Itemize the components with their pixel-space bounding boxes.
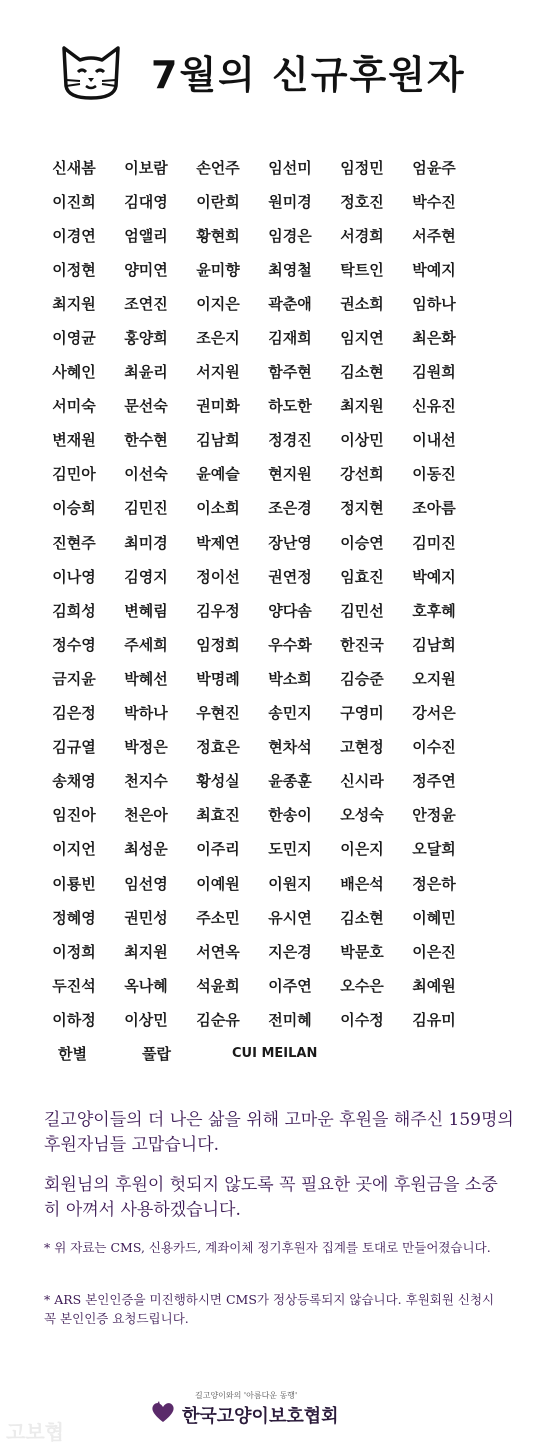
donor-name: 김남희 <box>196 431 240 450</box>
donor-name: 최예원 <box>412 976 456 995</box>
donor-name: 김민아 <box>52 465 96 484</box>
donor-name: 두진석 <box>52 976 96 995</box>
donor-name: 이동진 <box>412 465 456 484</box>
donor-row <box>38 491 503 525</box>
donor-name: 김미진 <box>412 533 456 552</box>
donor-name: 이수정 <box>340 1010 384 1029</box>
donor-name: 정수영 <box>52 635 96 654</box>
donor-name: 이나영 <box>52 567 96 586</box>
donor-name: 석윤희 <box>196 976 240 995</box>
donor-name: 홍양희 <box>124 329 168 348</box>
promise-message: 회원님의 후원이 헛되지 않도록 꼭 필요한 곳에 후원금을 소중히 아껴서 사용하겠습니다. <box>44 1175 498 1220</box>
donor-name: 최지원 <box>52 294 96 313</box>
donor-name: 이소희 <box>196 499 240 518</box>
donor-name: 윤미향 <box>196 260 240 279</box>
donor-name: 서주현 <box>412 226 456 245</box>
donor-name: 조아름 <box>412 499 456 518</box>
donor-name: 이선숙 <box>124 465 168 484</box>
donor-name: 안정윤 <box>412 806 456 825</box>
donor-name: 윤예슬 <box>196 465 240 484</box>
donor-row <box>38 320 503 354</box>
donor-name: 권민성 <box>124 908 168 927</box>
footer-logo <box>150 1390 410 1430</box>
donor-name: 조은지 <box>196 329 240 348</box>
donor-name: 오달희 <box>412 840 456 859</box>
donor-name: 배은석 <box>340 874 384 893</box>
donor-name: 송민지 <box>268 704 312 723</box>
donor-name: 임선영 <box>124 874 168 893</box>
donor-name: 진현주 <box>52 533 96 552</box>
donor-name: 현지원 <box>268 465 312 484</box>
donor-name: 정효은 <box>196 738 240 757</box>
donor-name: 원미경 <box>268 192 312 211</box>
donor-name: 금지윤 <box>52 669 96 688</box>
donor-name: 최은화 <box>412 329 456 348</box>
donor-name: 최효진 <box>196 806 240 825</box>
donor-name: 손언주 <box>196 158 240 177</box>
donor-name: 이수진 <box>412 738 456 757</box>
donor-name: 박명례 <box>196 669 240 688</box>
donor-name: 이정현 <box>52 260 96 279</box>
donor-row <box>38 218 503 252</box>
donor-row <box>38 934 503 968</box>
page-title: 7월의 신규후원자 <box>151 53 466 97</box>
donor-name: 오성숙 <box>340 806 384 825</box>
donor-name: 박제연 <box>196 533 240 552</box>
donor-name: 이하정 <box>52 1010 96 1029</box>
donor-name: 서미숙 <box>52 397 96 416</box>
donor-row <box>38 968 503 1002</box>
donor-name: 박혜선 <box>124 669 168 688</box>
donor-name: 김은정 <box>52 704 96 723</box>
donor-name: 김규열 <box>52 738 96 757</box>
donor-name: 전미혜 <box>268 1010 312 1029</box>
donor-name: 신유진 <box>412 397 456 416</box>
watermark: 고보협 <box>6 1420 64 1444</box>
donor-name: 이원지 <box>268 874 312 893</box>
donor-name: 우수화 <box>268 635 312 654</box>
donor-name: 김민선 <box>340 601 384 620</box>
donor-name: 양다솜 <box>268 601 312 620</box>
donor-name: 천은아 <box>124 806 168 825</box>
donor-name: 권소희 <box>340 294 384 313</box>
donor-name: 이승희 <box>52 499 96 518</box>
donor-name: 주세희 <box>124 635 168 654</box>
donor-name: 송채영 <box>52 772 96 791</box>
donor-name: 김원희 <box>412 363 456 382</box>
donor-name: 정은하 <box>412 874 456 893</box>
donor-name: 조은경 <box>268 499 312 518</box>
donor-name: 호후혜 <box>412 601 456 620</box>
donor-row <box>38 150 503 184</box>
donor-name: 박정은 <box>124 738 168 757</box>
donor-name: 최미경 <box>124 533 168 552</box>
donor-name: 임선미 <box>268 158 312 177</box>
donor-row-last <box>38 1036 503 1070</box>
donor-name: 임하나 <box>412 294 456 313</box>
donor-name: 임효진 <box>340 567 384 586</box>
donor-name: 정호진 <box>340 192 384 211</box>
donor-name: 강서은 <box>412 704 456 723</box>
donor-name: 김재희 <box>268 329 312 348</box>
donor-name: 이지언 <box>52 840 96 859</box>
donor-name: 이주리 <box>196 840 240 859</box>
donor-row <box>38 866 503 900</box>
donor-name: 변혜림 <box>124 601 168 620</box>
donor-row <box>38 593 503 627</box>
donor-row <box>38 423 503 457</box>
donor-row <box>38 525 503 559</box>
donor-name: 이상민 <box>124 1010 168 1029</box>
donor-name: 신새봄 <box>52 158 96 177</box>
donor-name: 이주연 <box>268 976 312 995</box>
donor-name: 양미연 <box>124 260 168 279</box>
donor-name: 엄윤주 <box>412 158 456 177</box>
donor-row <box>38 184 503 218</box>
donor-name: 한수현 <box>124 431 168 450</box>
donor-name: 이진희 <box>52 192 96 211</box>
donor-name: 이혜민 <box>412 908 456 927</box>
donor-row <box>38 1002 503 1036</box>
donor-name: 박수진 <box>412 192 456 211</box>
donor-row <box>38 661 503 695</box>
donor-name: 김유미 <box>412 1010 456 1029</box>
donor-name: 김순유 <box>196 1010 240 1029</box>
data-source-note: * 위 자료는 CMS, 신용카드, 계좌이체 정기후원자 집계를 토대로 만들어졌습니다. <box>44 1240 491 1255</box>
donor-name: 장난영 <box>268 533 312 552</box>
donor-name: 김민진 <box>124 499 168 518</box>
donor-name: 박소희 <box>268 669 312 688</box>
donor-name: 강선희 <box>340 465 384 484</box>
donor-row <box>38 457 503 491</box>
donor-row <box>38 355 503 389</box>
cat-heart-logo-icon <box>150 1400 176 1424</box>
thanks-message: 길고양이들의 더 나은 삶을 위해 고마운 후원을 해주신 159명의 후원자님들 고맙습니다. <box>44 1110 514 1155</box>
donor-name: 고현정 <box>340 738 384 757</box>
footer-tagline: 길고양이와의 '아름다운 동행' <box>195 1391 298 1400</box>
donor-name: 김소현 <box>340 908 384 927</box>
donor-name: 최영철 <box>268 260 312 279</box>
donor-name: 풀랍 <box>142 1044 171 1063</box>
donor-row <box>38 559 503 593</box>
donor-name: 이정희 <box>52 942 96 961</box>
donor-name: 이지은 <box>196 294 240 313</box>
donor-list <box>38 150 503 1071</box>
donor-name: 임경은 <box>268 226 312 245</box>
donor-name: 이승연 <box>340 533 384 552</box>
donor-name: 이란희 <box>196 192 240 211</box>
donor-name: 서경희 <box>340 226 384 245</box>
donor-name: 권연정 <box>268 567 312 586</box>
donor-name: 윤종훈 <box>268 772 312 791</box>
donor-name: 도민지 <box>268 840 312 859</box>
donor-name: 최성운 <box>124 840 168 859</box>
donor-name: 정주연 <box>412 772 456 791</box>
donor-name: 오지원 <box>412 669 456 688</box>
donor-name: 임지연 <box>340 329 384 348</box>
donor-name: 문선숙 <box>124 397 168 416</box>
donor-name: 이룡빈 <box>52 874 96 893</box>
donor-name: 하도한 <box>268 397 312 416</box>
donor-name: 오수은 <box>340 976 384 995</box>
donor-row <box>38 798 503 832</box>
donor-name: 주소민 <box>196 908 240 927</box>
donor-name: 신시라 <box>340 772 384 791</box>
donor-name: 박하나 <box>124 704 168 723</box>
donor-name: 이경연 <box>52 226 96 245</box>
donor-name: 박문호 <box>340 942 384 961</box>
donor-name: 황현희 <box>196 226 240 245</box>
donor-name: 유시연 <box>268 908 312 927</box>
donor-name: 함주현 <box>268 363 312 382</box>
donor-name: 우현진 <box>196 704 240 723</box>
donor-name: 이상민 <box>340 431 384 450</box>
donor-name: 최윤리 <box>124 363 168 382</box>
donor-name: 이은진 <box>412 942 456 961</box>
donor-name: 황성실 <box>196 772 240 791</box>
donor-row <box>38 389 503 423</box>
donor-name: 김우정 <box>196 601 240 620</box>
donor-name: 임정희 <box>196 635 240 654</box>
donor-row <box>38 832 503 866</box>
donor-name: 구영미 <box>340 704 384 723</box>
donor-name: 임진아 <box>52 806 96 825</box>
donor-name: 김대영 <box>124 192 168 211</box>
ars-auth-note: * ARS 본인인증을 미진행하시면 CMS가 정상등록되지 않습니다. 후원회원 신청시 꼭 본인인증 요청드립니다. <box>44 1292 495 1326</box>
donor-name: 임정민 <box>340 158 384 177</box>
donor-name: 이내선 <box>412 431 456 450</box>
donor-name: 정경진 <box>268 431 312 450</box>
donor-name: 옥나혜 <box>124 976 168 995</box>
donor-row <box>38 900 503 934</box>
donor-name: 조연진 <box>124 294 168 313</box>
donor-row <box>38 764 503 798</box>
footer-org-name: 한국고양이보호협회 <box>182 1406 339 1427</box>
donor-name: 김희성 <box>52 601 96 620</box>
donor-row <box>38 730 503 764</box>
donor-name: 천지수 <box>124 772 168 791</box>
donor-name: 사혜인 <box>52 363 96 382</box>
donor-row <box>38 286 503 320</box>
donor-name: 한진국 <box>340 635 384 654</box>
donor-name: 정이선 <box>196 567 240 586</box>
donor-name: 김소현 <box>340 363 384 382</box>
header <box>56 34 476 104</box>
donor-name: 이은지 <box>340 840 384 859</box>
donor-name: 변재원 <box>52 431 96 450</box>
donor-name: 엄앨리 <box>124 226 168 245</box>
donor-name: 김남희 <box>412 635 456 654</box>
donor-name: 김영지 <box>124 567 168 586</box>
donor-name: 정지현 <box>340 499 384 518</box>
donor-name: 박예지 <box>412 567 456 586</box>
donor-name: 탁트인 <box>340 260 384 279</box>
donor-name: 서지원 <box>196 363 240 382</box>
donor-name: 김승준 <box>340 669 384 688</box>
donor-name: 현차석 <box>268 738 312 757</box>
donor-name: 이보람 <box>124 158 168 177</box>
donor-row <box>38 696 503 730</box>
donor-name: 박예지 <box>412 260 456 279</box>
donor-name: 이영균 <box>52 329 96 348</box>
cat-face-icon <box>56 34 126 104</box>
donor-row <box>38 252 503 286</box>
donor-name: 한송이 <box>268 806 312 825</box>
donor-row <box>38 627 503 661</box>
donor-name: 서연옥 <box>196 942 240 961</box>
donor-name: 이예원 <box>196 874 240 893</box>
donor-name: 권미화 <box>196 397 240 416</box>
donor-name: 정혜영 <box>52 908 96 927</box>
donor-name: CUI MEILAN <box>232 1045 318 1061</box>
donor-name: 최지원 <box>340 397 384 416</box>
donor-name: 지은경 <box>268 942 312 961</box>
donor-name: 한별 <box>58 1044 87 1063</box>
donor-name: 곽춘애 <box>268 294 312 313</box>
donor-name: 최지원 <box>124 942 168 961</box>
